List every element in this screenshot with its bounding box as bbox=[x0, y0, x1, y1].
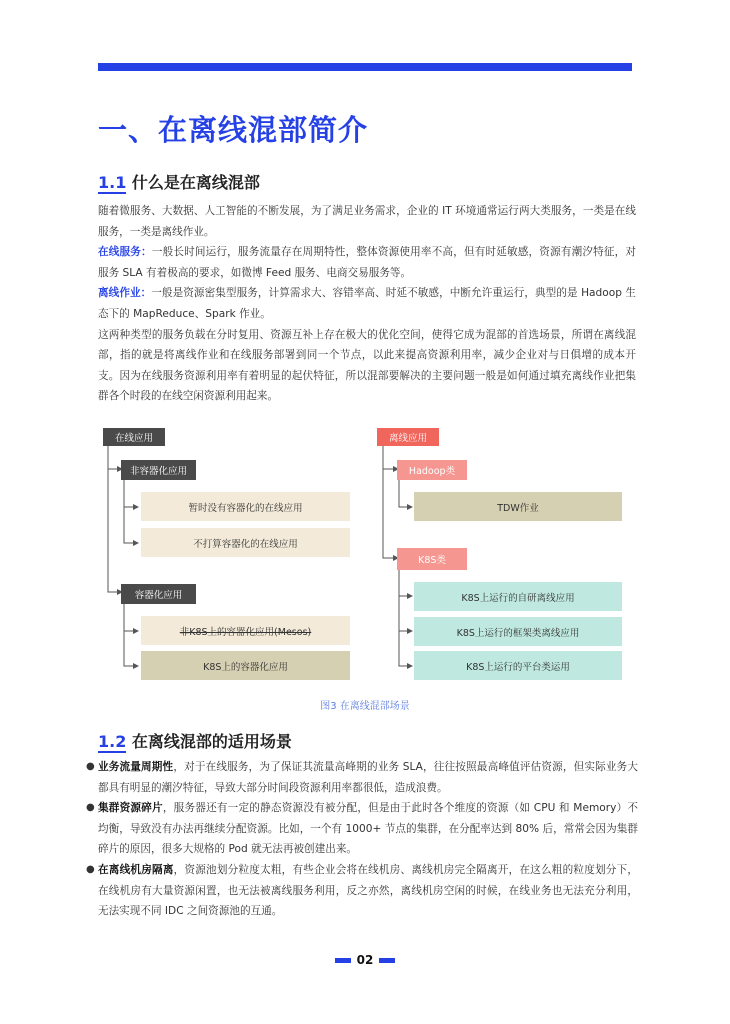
k8s-container-item: K8S上的容器化应用 bbox=[141, 651, 350, 680]
bullet-icon: ● bbox=[86, 863, 95, 875]
figure-caption: 图3 在离线混部场景 bbox=[320, 701, 410, 712]
section-2-title: 在离线混部的适用场景 bbox=[126, 732, 292, 751]
non-containerized-node: 非容器化应用 bbox=[121, 460, 196, 480]
containerized-node: 容器化应用 bbox=[121, 584, 196, 604]
bullet-label: 集群资源碎片 bbox=[98, 802, 163, 815]
not-planning-containerize-item: 不打算容器化的在线应用 bbox=[141, 528, 350, 557]
section-2-number: 1.2 bbox=[98, 732, 127, 751]
non-k8s-container-label: 非K8S上的容器化应用(Mesos) bbox=[179, 626, 312, 638]
section-2-heading bbox=[98, 729, 292, 752]
bullet-text: ，资源池划分粒度太粗，有些企业会将在线机房、离线机房完全隔离开，在这么粗的粒度划分下，在线机房有大量资源闲置，也无法被离线服务利用，反之亦然，离线机房空闲的时候，在线业务也无法充分利用，无法实现不同 IDC 之间资源池的互通。 bbox=[98, 863, 639, 918]
page-number-dash-left bbox=[335, 958, 351, 963]
bullet-text: ，对于在线服务，为了保证其流量高峰期的业务 SLA，往往按照最高峰值评估资源，但实际业务大都具有明显的潮汐特征，导致大部分时间段资源利用率都很低，造成浪费。 bbox=[98, 761, 639, 794]
tdw-job-item: TDW作业 bbox=[414, 492, 622, 521]
list-item bbox=[86, 860, 639, 922]
non-k8s-container-item bbox=[141, 616, 350, 645]
bullet-text: ，服务器还有一定的静态资源没有被分配，但是由于此时各个维度的资源（如 CPU 和 Memory）不均衡，导致没有办法再继续分配资源。比如，一个有 1000+ 节点的集群，在分配率达到 80% 后，常常会因为集群碎片的原因，很多大规格的 Pod 就无法再被创建出来。 bbox=[98, 802, 638, 856]
intro-paragraph: 随着微服务、大数据、人工智能的不断发展，为了满足业务需求，企业的 IT 环境通常运行两大类服务，一类是在线服务，一类是离线作业。 bbox=[98, 205, 636, 238]
section-1-title: 什么是在离线混部 bbox=[126, 173, 260, 192]
offline-job-text: 一般是资源密集型服务，计算需求大、容错率高、时延不敏感，中断允许重运行，典型的是 Hadoop 生态下的 MapReduce、Spark 作业。 bbox=[98, 287, 636, 320]
bullet-label: 在离线机房隔离 bbox=[98, 863, 174, 876]
not-yet-containerized-item: 暂时没有容器化的在线应用 bbox=[141, 492, 350, 521]
bullet-icon: ● bbox=[86, 802, 95, 814]
k8s-framework-item: K8S上运行的框架类离线应用 bbox=[414, 617, 622, 646]
scenario-list bbox=[86, 757, 639, 922]
page-title: 一、在离线混部简介 bbox=[98, 113, 369, 147]
online-service-text: 一般长时间运行，服务流量存在周期特性，整体资源使用率不高，但有时延敏感，资源有潮汐特征，对服务 SLA 有着极高的要求，如微博 Feed 服务、电商交易服务等。 bbox=[98, 246, 637, 279]
colocation-paragraph: 这两种类型的服务负载在分时复用、资源互补上存在极大的优化空间，使得它成为混部的首选场景，所谓在离线混部，指的就是将离线作业和在线服务部署到同一个节点，以此来提高资源利用率，减少企业对与日俱增的成本开支。因为在线服务资源利用率有着明显的起伏特征，所以混部要解决的主要问题一般是如何通过填充离线作业把集群各个时段的在线空闲资源利用起来。 bbox=[98, 328, 636, 403]
offline-job-label: 离线作业： bbox=[98, 287, 152, 300]
online-service-label: 在线服务： bbox=[98, 246, 152, 259]
online-apps-node: 在线应用 bbox=[103, 428, 165, 446]
page-number-dash-right bbox=[379, 958, 395, 963]
k8s-node: K8S类 bbox=[397, 548, 467, 570]
list-item bbox=[86, 757, 639, 798]
bullet-icon: ● bbox=[86, 761, 95, 772]
k8s-self-dev-item: K8S上运行的自研离线应用 bbox=[414, 582, 622, 611]
section-1-number: 1.1 bbox=[98, 173, 127, 192]
hadoop-node: Hadoop类 bbox=[397, 460, 467, 480]
bullet-label: 业务流量周期性 bbox=[98, 761, 174, 773]
page-number: 02 bbox=[356, 953, 374, 967]
list-item bbox=[86, 798, 638, 860]
k8s-platform-item: K8S上运行的平台类运用 bbox=[414, 651, 622, 680]
offline-apps-node: 离线应用 bbox=[377, 428, 439, 446]
